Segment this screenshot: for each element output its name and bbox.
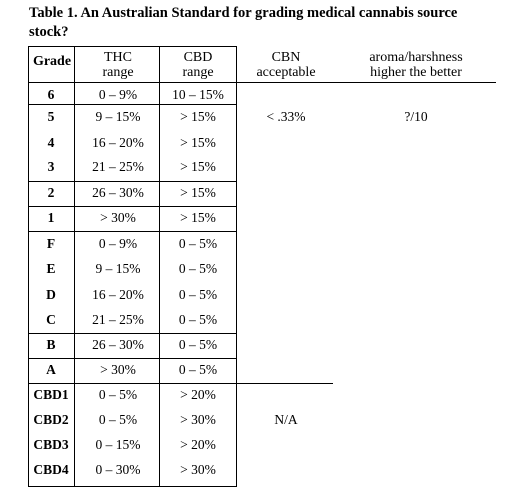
section-divider [28,383,333,384]
cbd-cell: 0 – 5% [178,261,218,276]
cbn-acceptable-thc-value: < .33% [266,109,306,124]
header-aroma-main: aroma/harshness [369,50,463,65]
header-aroma-sub: higher the better [370,65,462,80]
table-border-left [28,46,29,487]
thc-cell: 26 – 30% [92,185,144,200]
grade-cell: CBD4 [33,462,69,477]
thc-cell: 0 – 5% [98,412,138,427]
cbn-cbd-value: N/A [274,412,298,427]
thc-cell: 16 – 20% [92,287,144,302]
cbd-cell: > 20% [180,387,216,402]
header-aroma [336,50,496,80]
cbd-cell: 0 – 5% [178,312,218,327]
grade-cell: D [46,287,56,302]
grade-cell: CBD3 [33,437,69,452]
header-cbd-sub: range [182,65,214,80]
thc-cell: 0 – 15% [95,437,141,452]
cbd-cell: > 15% [180,185,216,200]
row-divider [28,358,237,359]
header-cbn-main: CBN [271,50,301,65]
header-thc [80,50,156,80]
table-border-top [28,46,237,47]
thc-cell: 0 – 5% [98,387,138,402]
cbd-cell: > 30% [180,412,216,427]
header-thc-sub: range [102,65,134,80]
thc-cell: 16 – 20% [92,135,144,150]
column-divider [159,46,160,487]
grade-cell: 2 [47,185,55,200]
row-divider [28,333,237,334]
table-border-bottom [28,486,237,487]
cbd-cell: 10 – 15% [172,87,224,102]
thc-cell: 26 – 30% [92,337,144,352]
grade-cell: CBD1 [33,387,69,402]
thc-cell: > 30% [100,210,136,225]
header-cbn-sub: acceptable [256,65,316,80]
thc-cell: 0 – 9% [98,236,138,251]
grade-cell: 5 [47,109,55,124]
grade-cell: B [46,337,56,352]
thc-cell: 0 – 9% [98,87,138,102]
cbd-cell: 0 – 5% [178,287,218,302]
cbd-cell: > 30% [180,462,216,477]
cbd-cell: > 15% [180,210,216,225]
grade-cell: F [46,236,56,251]
thc-cell: 9 – 15% [95,109,141,124]
column-divider [236,46,237,487]
grade-cell: 4 [47,135,55,150]
cbd-cell: > 20% [180,437,216,452]
cbd-cell: > 15% [180,109,216,124]
grade-cell: C [46,312,56,327]
grade-cell: 3 [47,159,55,174]
header-rule [28,82,496,83]
thc-cell: > 30% [100,362,136,377]
grade-cell: E [46,261,56,276]
grade-cell: CBD2 [33,412,69,427]
grade-cell: 6 [47,87,55,102]
thc-cell: 21 – 25% [92,159,144,174]
cbd-cell: 0 – 5% [178,362,218,377]
row-divider [28,104,237,105]
aroma-score-value: ?/10 [404,109,428,124]
row-divider [28,181,237,182]
cbd-cell: 0 – 5% [178,236,218,251]
header-thc-main: THC [104,50,132,65]
thc-cell: 0 – 30% [95,462,141,477]
table-caption: Table 1. An Australian Standard for grading medical cannabis source stock? [29,5,458,40]
cbd-cell: 0 – 5% [178,337,218,352]
row-divider [28,231,237,232]
thc-cell: 21 – 25% [92,312,144,327]
grade-cell: A [46,362,56,377]
cbd-cell: > 15% [180,135,216,150]
grade-cell: 1 [47,210,55,225]
header-cbd [162,50,234,80]
column-divider [74,46,75,487]
header-cbd-main: CBD [183,50,213,65]
row-divider [28,206,237,207]
cbd-cell: > 15% [180,159,216,174]
thc-cell: 9 – 15% [95,261,141,276]
header-cbn [238,50,334,80]
header-grade: Grade [32,54,72,69]
